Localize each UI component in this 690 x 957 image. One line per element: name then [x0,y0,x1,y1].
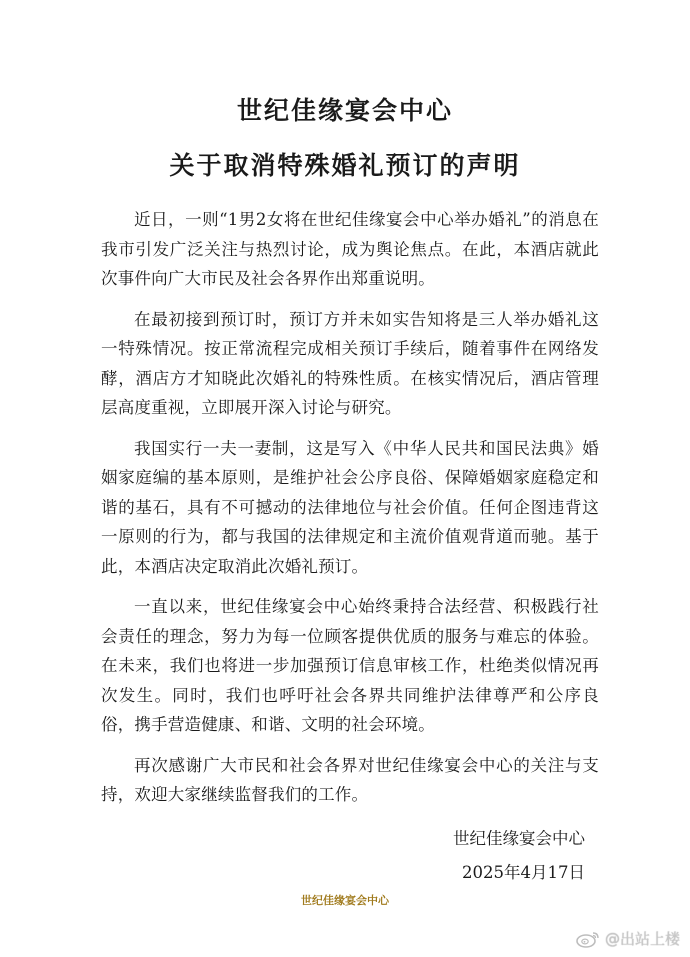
statement-body [101,205,599,821]
document-subtitle: 关于取消特殊婚礼预订的声明 [169,151,521,180]
document-title: 世纪佳缘宴会中心 [236,96,453,125]
signature-block [453,822,585,890]
paragraph-5: 再次感谢广大市民和社会各界对世纪佳缘宴会中心的关注与支持，欢迎大家继续监督我们的工作。 [101,755,599,804]
watermark-text: @出站上楼 [604,930,680,948]
paragraph-2: 在最初接到预订时，预订方并未如实告知将是三人举办婚礼这一特殊情况。按正常流程完成相关预订手续后，随着事件在网络发酵，酒店方才知晓此次婚礼的特殊性质。在核实情况后，酒店管理层高度重视，立即展开深入讨论与研究。 [101,309,599,417]
paragraph-4: 一直以来，世纪佳缘宴会中心始终秉持合法经营、积极践行社会责任的理念，努力为每一位顾客提供优质的服务与难忘的体验。在未来，我们也将进一步加强预订信息审核工作，杜绝类似情况再次发生。同时，我们也呼吁社会各界共同维护法律尊严和公序良俗，携手营造健康、和谐、文明的社会环境。 [101,597,599,734]
signature-date: 2025年4月17日 [462,863,585,882]
paragraph-3: 我国实行一夫一妻制，这是写入《中华人民共和国民法典》婚姻家庭编的基本原则，是维护社会公序良俗、保障婚姻家庭稳定和谐的基石，具有不可撼动的法律地位与社会价值。任何企图违背这一原则的行为，都与我国的法律规定和主流价值观背道而驰。基于此，本酒店决定取消此次婚礼预订。 [101,438,599,576]
signature-organization: 世纪佳缘宴会中心 [453,829,585,848]
weibo-watermark [575,928,680,949]
footer-organization-label: 世纪佳缘宴会中心 [301,894,389,907]
paragraph-1: 近日，一则“1男2女将在世纪佳缘宴会中心举办婚礼”的消息在我市引发广泛关注与热烈讨论，成为舆论焦点。在此，本酒店就此次事件向广大市民及社会各界作出郑重说明。 [101,210,599,288]
weibo-icon [575,930,601,948]
